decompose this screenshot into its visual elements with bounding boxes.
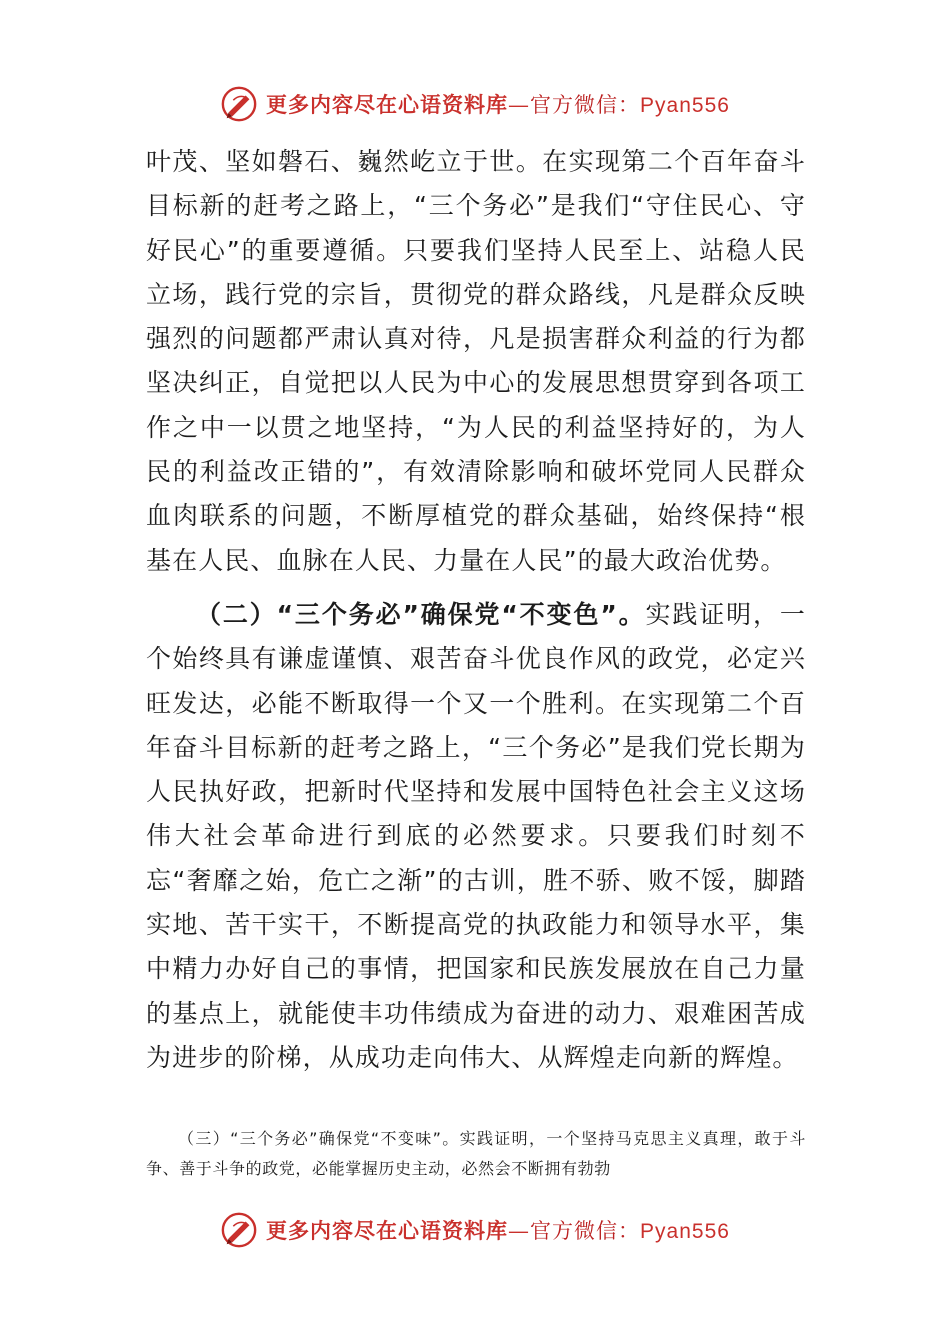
footer-brand-text: [266, 1215, 730, 1245]
footer-wechat-label: 官方微信：: [530, 1219, 641, 1243]
header-watermark: [0, 84, 950, 124]
footer-account: Pyan556: [640, 1220, 730, 1243]
pen-circle-logo-icon: [220, 1211, 258, 1249]
header-brand-text: [266, 89, 730, 119]
header-wechat-label: 官方微信：: [530, 93, 641, 117]
header-brand: 更多内容尽在心语资料库: [266, 92, 509, 117]
header-dash: —: [508, 93, 531, 117]
paragraph-2-heading: （二）“三个务必”确保党“不变色”。: [196, 599, 646, 629]
pen-circle-logo-icon: [220, 85, 258, 123]
header-account: Pyan556: [640, 94, 730, 117]
paragraph-2-body: 实践证明，一个始终具有谦虚谨慎、艰苦奋斗优良作风的政党，必定兴旺发达，必能不断取得一个又一个胜利。在实现第二个百年奋斗目标新的赶考之路上，“三个务必”是我们党长期为人民执好政，把新时代坚持和发展中国特色社会主义这场伟大社会革命进行到底的必然要求。只要我们时刻不忘“奢靡之始，危亡之渐”的古训，胜不骄、败不馁，脚踏实地、苦干实干，不断提高党的执政能力和领导水平，集中精力办好自己的事情，把国家和民族发展放在自己力量的基点上，就能使丰功伟绩成为奋进的动力、艰难困苦成为进步的阶梯，从成功走向伟大、从辉煌走向新的辉煌。: [146, 599, 806, 1072]
small-body-text: [146, 1124, 806, 1184]
paragraph-1: 叶茂、坚如磐石、巍然屹立于世。在实现第二个百年奋斗目标新的赶考之路上，“三个务必”是我们“守住民心、守好民心”的重要遵循。只要我们坚持人民至上、站稳人民立场，践行党的宗旨，贯彻党的群众路线，凡是群众反映强烈的问题都严肃认真对待，凡是损害群众利益的行为都坚决纠正，自觉把以人民为中心的发展思想贯穿到各项工作之中一以贯之地坚持，“为人民的利益坚持好的，为人民的利益改正错的”，有效清除影响和破坏党同人民群众血肉联系的问题，不断厚植党的群众基础，始终保持“根基在人民、血脉在人民、力量在人民”的最大政治优势。: [146, 147, 806, 575]
main-body-text: [146, 140, 806, 1080]
paragraph-2: [146, 593, 806, 1080]
footer-watermark: [0, 1210, 950, 1250]
footer-dash: —: [508, 1219, 531, 1243]
paragraph-3: （三）“三个务必”确保党“不变味”。实践证明，一个坚持马克思主义真理，敢于斗争、善于斗争的政党，必能掌握历史主动，必然会不断拥有勃勃: [146, 1129, 806, 1178]
footer-brand: 更多内容尽在心语资料库: [266, 1218, 509, 1243]
